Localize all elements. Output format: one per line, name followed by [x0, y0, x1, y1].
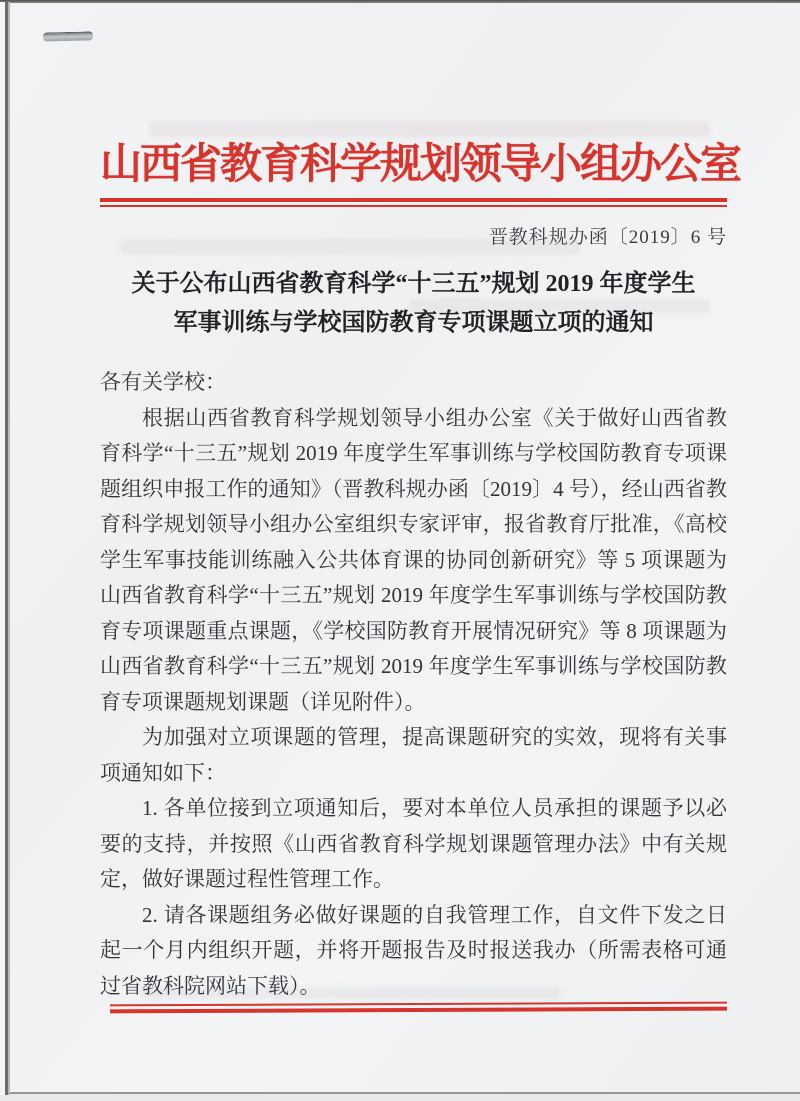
paragraph: 2. 请各课题组务必做好课题的自我管理工作，自文件下发之日起一个月内组织开题，并将开题报告及时报送我办（所需表格可通过省教科院网站下载）。: [100, 902, 727, 998]
document-title: [100, 265, 727, 343]
document-title-line1: 关于公布山西省教育科学“十三五”规划 2019 年度学生: [131, 271, 696, 297]
document-title-line2: 军事训练与学校国防教育专项课题立项的通知: [173, 310, 654, 336]
footer-double-rule: [110, 1002, 727, 1014]
document-body: [100, 365, 727, 1004]
scan-edge-left: [0, 2, 10, 1095]
letterhead-double-rule: [100, 198, 727, 207]
scanned-document-page: [10, 3, 800, 1094]
scan-edge-top: [0, 0, 800, 3]
staple-mark: [43, 31, 93, 41]
salutation: 各有关学校：: [100, 370, 226, 394]
paragraph: 1. 各单位接到立项通知后，要对本单位人员承担的课题予以必要的支持，并按照《山西省教育科学规划课题管理办法》中有关规定，做好课题过程性管理工作。: [100, 796, 727, 891]
document-number: 晋教科规办函〔2019〕6 号: [488, 227, 727, 248]
document-content: [100, 3, 741, 1004]
letterhead-org-name: 山西省教育科学规划领导小组办公室: [100, 142, 741, 188]
paragraph: 根据山西省教育科学规划领导小组办公室《关于做好山西省教育科学“十三五”规划 2019 年度学生军事训练与学校国防教育专项课题组织申报工作的通知》（晋教科规办函〔2019〕4 号），经山西省教育科学规划领导小组办公室组织专家评审，报省教育厅批准，《高校学生军事技能训练融入公共体育课的协同创新研究》等 5 项课题为山西省教育科学“十三五”规划 2019 年度学生军事训练与学校国防教育专项课题重点课题，《学校国防教育开展情况研究》等 8 项课题为山西省教育科学“十三五”规划 2019 年度学生军事训练与学校国防教育专项课题规划课题（详见附件）。: [100, 405, 727, 714]
rule-thin-line: [100, 205, 727, 207]
paragraph: 为加强对立项课题的管理，提高课题研究的实效，现将有关事项通知如下：: [100, 725, 727, 785]
